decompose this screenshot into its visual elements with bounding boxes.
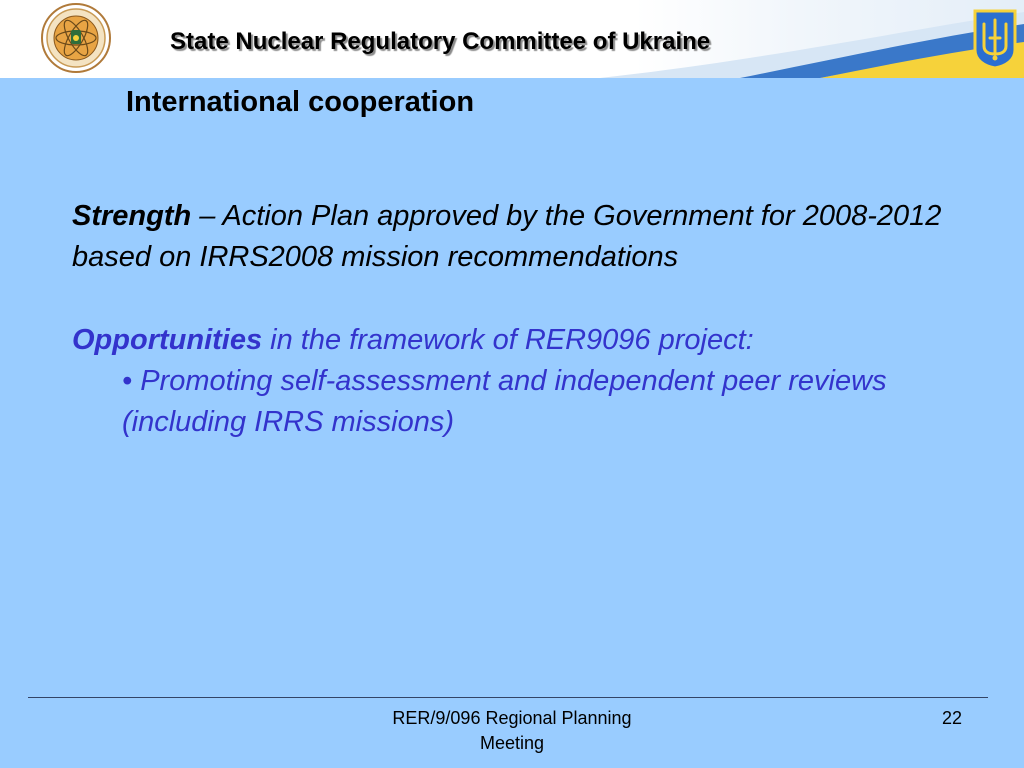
opportunities-paragraph: [72, 320, 1002, 361]
strength-keyword: Strength: [72, 200, 192, 232]
bullet-item: • Promoting self-assessment and independent peer reviews (including IRRS missions): [122, 365, 887, 438]
slide-title: International cooperation: [126, 86, 475, 118]
opportunities-keyword: Opportunities: [72, 324, 263, 356]
header-banner: [0, 0, 1024, 78]
strength-text: – Action Plan approved by the Government for 2008-2012 based on IRRS2008 mission recommendations: [72, 200, 942, 273]
page-number: 22: [941, 708, 962, 728]
strength-paragraph: [72, 196, 1002, 278]
organization-title: State Nuclear Regulatory Committee of Ukraine: [170, 28, 711, 55]
footer-divider: [28, 697, 988, 698]
atom-emblem-icon: [40, 2, 112, 74]
opportunities-text: in the framework of RER9096 project:: [262, 324, 754, 356]
footer-meeting-name: RER/9/096 Regional Planning Meeting: [392, 708, 632, 753]
trident-coat-of-arms-icon: [972, 8, 1018, 70]
